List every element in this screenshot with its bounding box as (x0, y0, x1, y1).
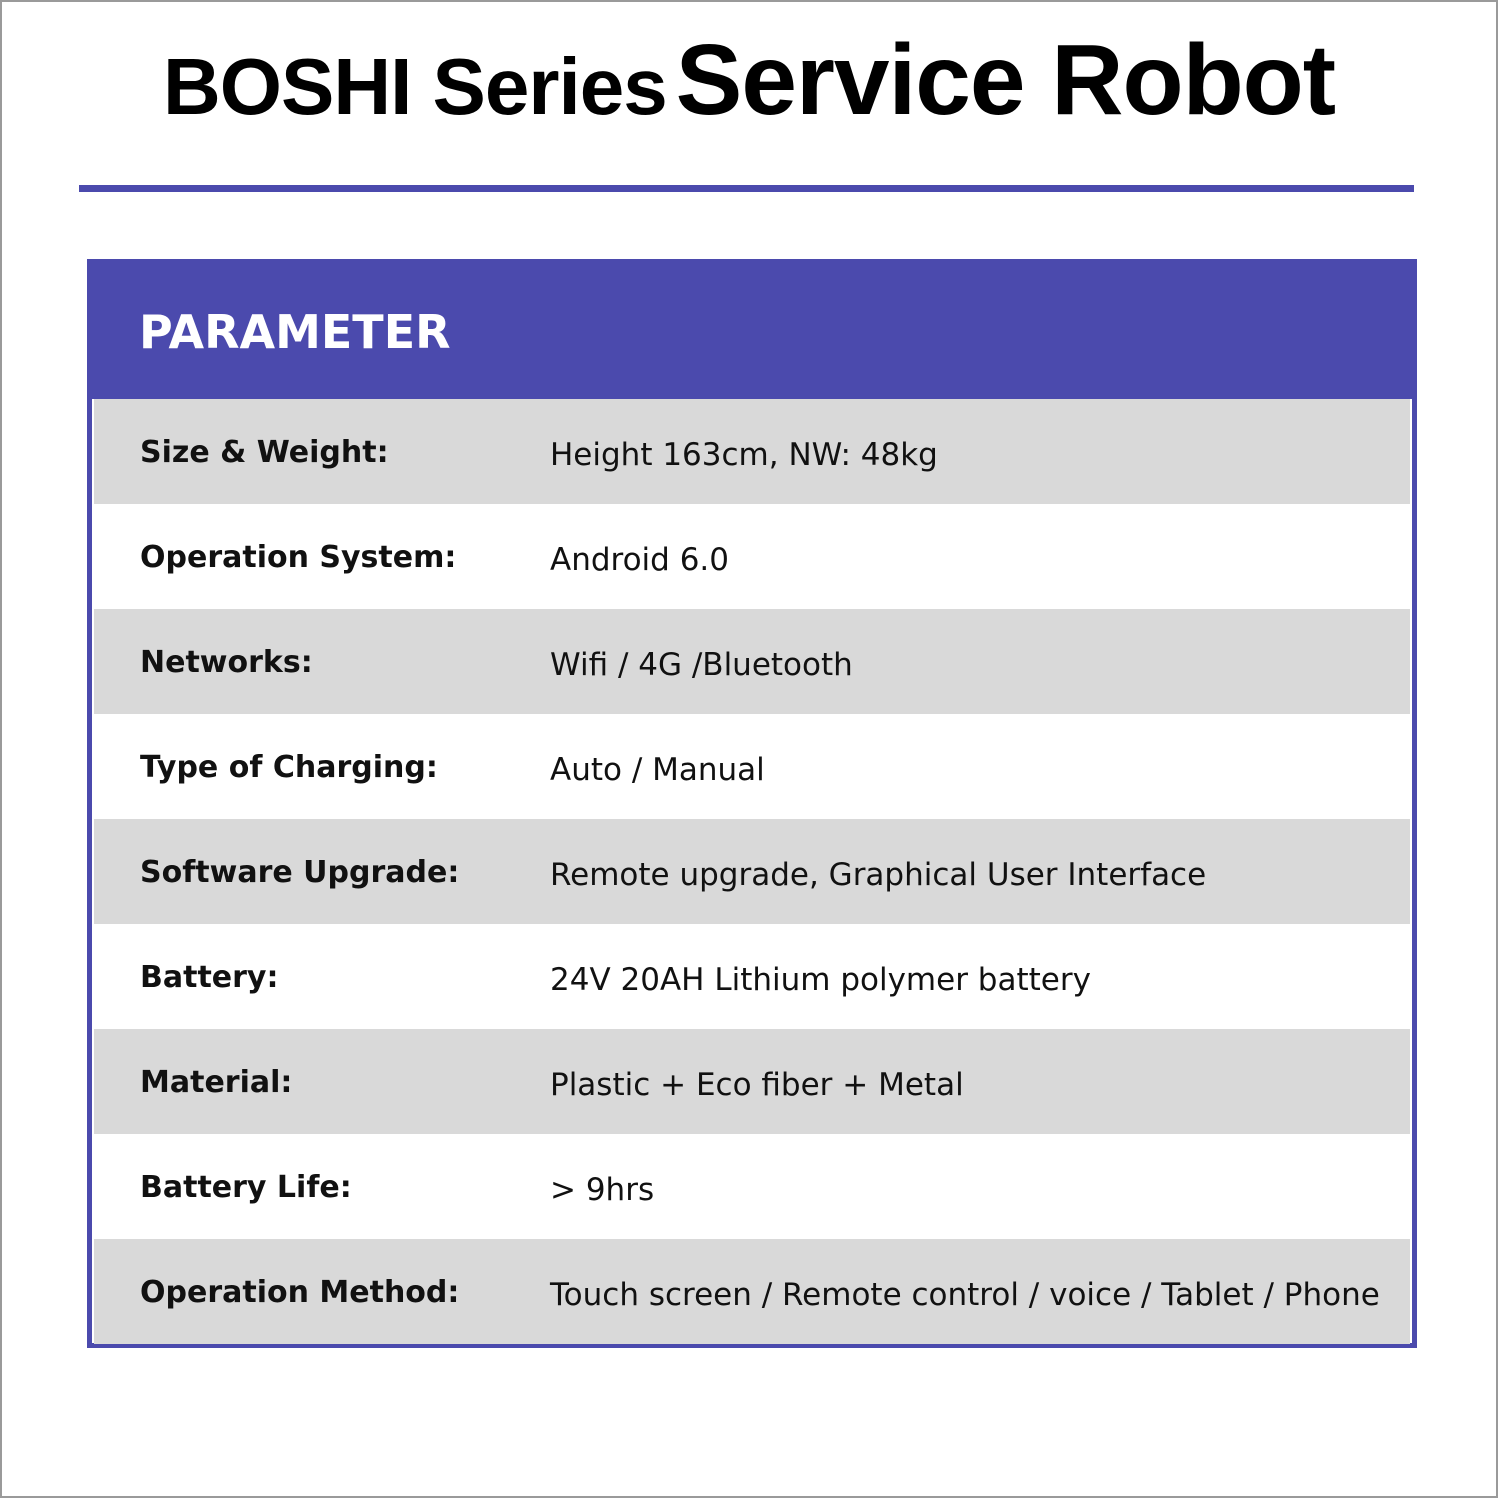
table-row (94, 399, 1410, 504)
table-row (94, 1239, 1410, 1344)
parameter-panel-header (87, 259, 1417, 399)
row-value: Wifi / 4G /Bluetooth (550, 647, 853, 683)
title-divider (79, 185, 1414, 192)
title-brand: BOSHI Series (162, 42, 667, 131)
row-label: Software Upgrade: (140, 855, 460, 890)
row-value: Plastic + Eco fiber + Metal (550, 1067, 964, 1103)
table-row (94, 1134, 1410, 1239)
page-title (0, 24, 1498, 136)
parameter-table (94, 399, 1410, 1344)
row-value: > 9hrs (550, 1172, 655, 1208)
parameter-panel (87, 259, 1417, 1348)
row-label: Type of Charging: (140, 750, 438, 785)
row-label: Operation Method: (140, 1275, 460, 1310)
row-label: Operation System: (140, 540, 457, 575)
row-label: Battery Life: (140, 1170, 352, 1205)
table-row (94, 504, 1410, 609)
row-label: Battery: (140, 960, 279, 995)
row-label: Material: (140, 1065, 293, 1100)
row-value: Android 6.0 (550, 542, 730, 578)
row-label: Size & Weight: (140, 435, 389, 470)
row-value: Auto / Manual (550, 752, 765, 788)
title-product: Service Robot (675, 24, 1336, 136)
row-label: Networks: (140, 645, 313, 680)
table-row (94, 819, 1410, 924)
table-row (94, 609, 1410, 714)
table-row (94, 1029, 1410, 1134)
row-value: Touch screen / Remote control / voice / Tablet / Phone (550, 1277, 1380, 1313)
row-value: Height 163cm, NW: 48kg (550, 437, 938, 473)
parameter-header-label: PARAMETER (139, 305, 451, 359)
table-row (94, 924, 1410, 1029)
row-value: 24V 20AH Lithium polymer battery (550, 962, 1091, 998)
table-row (94, 714, 1410, 819)
row-value: Remote upgrade, Graphical User Interface (550, 857, 1207, 893)
